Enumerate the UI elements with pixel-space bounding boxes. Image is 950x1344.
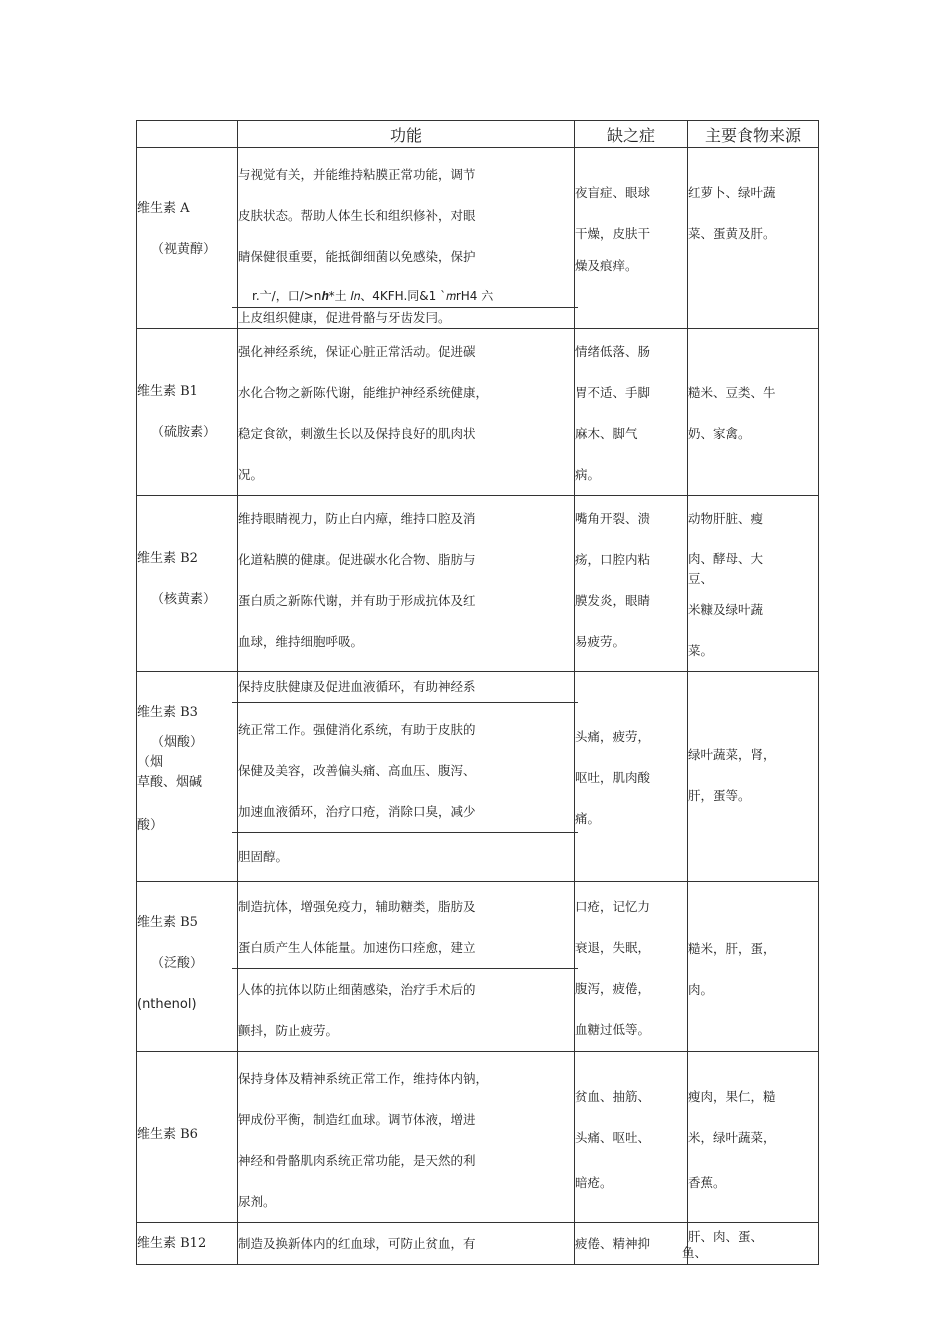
function-cell xyxy=(238,882,575,1052)
deficiency-line: 头痛，疲劳， xyxy=(575,729,651,744)
table-header-row xyxy=(137,121,819,148)
deficiency-line: 易疲劳。 xyxy=(575,634,626,649)
table-row xyxy=(137,1052,819,1223)
function-cell xyxy=(238,148,575,329)
food-source-line: 糙米、豆类、牛 xyxy=(688,385,776,400)
deficiency-line: 口疮，记忆力 xyxy=(575,899,651,914)
function-line: 人体的抗体以防止细菌感染，治疗手术后的 xyxy=(238,982,476,997)
function-line: 皮肤状态。帮助人体生长和组织修补，对眼 xyxy=(238,208,476,223)
food-source-line: 菜。 xyxy=(688,643,714,658)
function-line: 与视觉有关，并能维持粘膜正常功能，调节 xyxy=(238,167,476,182)
deficiency-line: 贫血、抽筋、 xyxy=(575,1089,651,1104)
food-source-line: 肝、肉、蛋、 xyxy=(688,1229,764,1244)
function-line: 加速血液循环，治疗口疮，消除口臭，减少 xyxy=(232,791,578,833)
function-cell xyxy=(238,1223,575,1265)
function-line: 蛋白质之新陈代谢，并有助于形成抗体及红 xyxy=(238,593,476,608)
deficiency-line: 嘴角开裂、溃 xyxy=(575,511,651,526)
function-line: 化道粘膜的健康。促进碳水化合物、脂肪与 xyxy=(238,552,476,567)
table-row xyxy=(137,329,819,496)
deficiency-line: 痛。 xyxy=(575,811,601,826)
function-cell xyxy=(238,329,575,496)
header-function: 功能 xyxy=(238,121,575,148)
vitamin-alias-latin: (nthenol) xyxy=(137,997,197,1012)
function-line: 睛保健很重要，能抵御细菌以免感染，保护 xyxy=(238,249,476,264)
deficiency-line: 呕吐，肌肉酸 xyxy=(575,770,651,785)
vitamin-name-cell xyxy=(137,1223,238,1265)
header-blank xyxy=(137,121,238,148)
food-source-cell xyxy=(688,882,819,1052)
food-source-line: 红萝卜、绿叶蔬 xyxy=(688,185,776,200)
deficiency-cell xyxy=(575,672,688,882)
table-row xyxy=(137,882,819,1052)
deficiency-line: 血糖过低等。 xyxy=(575,1022,651,1037)
food-source-line: 肝，蛋等。 xyxy=(688,788,751,803)
deficiency-line: 情绪低落、肠 xyxy=(575,344,651,359)
deficiency-line: 病。 xyxy=(575,467,601,482)
deficiency-line: 疲倦、精神抑 xyxy=(575,1236,651,1251)
function-cell xyxy=(238,672,575,882)
deficiency-cell xyxy=(575,1223,688,1265)
vitamin-name: 维生素 A xyxy=(137,201,190,216)
header-food-source: 主要食物来源 xyxy=(688,121,819,148)
vitamin-alias: （视黄醇） xyxy=(151,242,217,257)
function-line: 制造及换新体内的红血球，可防止贫血，有 xyxy=(238,1236,476,1251)
table-row xyxy=(137,672,819,882)
food-source-cell xyxy=(688,672,819,882)
deficiency-line: 燥及痕痒。 xyxy=(575,258,638,273)
vitamin-name: 维生素 B2 xyxy=(137,551,198,566)
deficiency-cell xyxy=(575,882,688,1052)
function-line: 强化神经系统，保证心脏正常活动。促进碳 xyxy=(238,344,476,359)
function-cell xyxy=(238,496,575,672)
food-source-line: 鱼、 xyxy=(682,1245,708,1260)
deficiency-line: 麻木、脚气 xyxy=(575,426,638,441)
food-source-line: 肉。 xyxy=(688,982,714,997)
deficiency-line: 胃不适、手脚 xyxy=(575,385,651,400)
food-source-cell xyxy=(688,148,819,329)
vitamin-alias: （烟酸） xyxy=(151,735,204,750)
vitamin-alias: （核黄素） xyxy=(151,592,217,607)
food-source-cell xyxy=(688,329,819,496)
vitamin-name: 维生素 B3 xyxy=(137,705,198,720)
deficiency-line: 腹泻，疲倦， xyxy=(575,981,651,996)
function-line: 颤抖，防止疲劳。 xyxy=(238,1023,339,1038)
vitamin-name-cell xyxy=(137,148,238,329)
function-line: 保健及美容，改善偏头痛、高血压、腹泻、 xyxy=(238,763,476,778)
food-source-line: 瘦肉，果仁，糙 xyxy=(688,1089,776,1104)
deficiency-line: 暗疮。 xyxy=(575,1175,613,1190)
vitamin-alias: 草酸、烟碱 xyxy=(137,775,203,790)
deficiency-cell xyxy=(575,148,688,329)
table-row xyxy=(137,496,819,672)
function-line: 胆固醇。 xyxy=(238,849,289,864)
function-line: 维持眼睛视力，防止白内瘴，维持口腔及消 xyxy=(238,511,476,526)
function-line: 水化合物之新陈代谢，能维护神经系统健康， xyxy=(238,385,489,400)
function-line: r.亠/，口/>n𝒉*土 𝐼𝑛、4KFH.同&1 `𝑚rH4 六 xyxy=(232,277,578,308)
vitamin-alias: （泛酸） xyxy=(151,956,204,971)
deficiency-cell xyxy=(575,1052,688,1223)
vitamin-name-cell xyxy=(137,882,238,1052)
food-source-cell xyxy=(688,1052,819,1223)
deficiency-line: 头痛、呕吐、 xyxy=(575,1130,651,1145)
food-source-line: 奶、家禽。 xyxy=(688,426,751,441)
vitamin-alias: （硫胺素） xyxy=(151,425,217,440)
function-line: 稳定食欲，刺激生长以及保持良好的肌肉状 xyxy=(238,426,476,441)
food-source-line: 米糠及绿叶蔬 xyxy=(688,602,764,617)
vitamin-name-cell xyxy=(137,329,238,496)
function-line: 神经和骨骼肌肉系统正常功能，是天然的利 xyxy=(238,1153,476,1168)
function-line: 血球，维持细胞呼吸。 xyxy=(238,634,364,649)
deficiency-line: 夜盲症、眼球 xyxy=(575,185,651,200)
function-line: 保持身体及精神系统正常工作，维持体内钠， xyxy=(238,1071,489,1086)
function-line: 况。 xyxy=(238,467,264,482)
function-line: 制造抗体，增强免疫力，辅助糖类，脂肪及 xyxy=(238,899,476,914)
deficiency-cell xyxy=(575,329,688,496)
vitamin-name: 维生素 B1 xyxy=(137,384,198,399)
function-line: 钾成份平衡，制造红血球。调节体液，增进 xyxy=(238,1112,476,1127)
vitamin-alias: 酸） xyxy=(137,818,164,833)
food-source-line: 肉、酵母、大豆、 xyxy=(688,551,764,586)
header-deficiency: 缺之症 xyxy=(575,121,688,148)
vitamin-name: 维生素 B12 xyxy=(137,1236,207,1251)
function-cell xyxy=(238,1052,575,1223)
vitamin-name-cell xyxy=(137,1052,238,1223)
food-source-line: 动物肝脏、瘦 xyxy=(688,511,764,526)
food-source-line: 菜、蛋黄及肝。 xyxy=(688,226,776,241)
food-source-line: 香蕉。 xyxy=(688,1175,726,1190)
food-source-line: 糙米，肝，蛋， xyxy=(688,941,776,956)
vitamin-name-cell xyxy=(137,672,238,882)
food-source-line: 米，绿叶蔬菜， xyxy=(688,1130,776,1145)
food-source-line: 绿叶蔬菜，肾， xyxy=(688,747,776,762)
vitamin-name: 维生素 B6 xyxy=(137,1127,198,1142)
deficiency-line: 干燥，皮肤干 xyxy=(575,226,651,241)
deficiency-cell xyxy=(575,496,688,672)
food-source-cell xyxy=(688,496,819,672)
function-line: 上皮组织健康，促进骨骼与牙齿发冃。 xyxy=(238,310,451,325)
function-line: 统正常工作。强健消化系统，有助于皮肤的 xyxy=(238,722,476,737)
vitamin-name-cell xyxy=(137,496,238,672)
table-row xyxy=(137,1223,819,1265)
deficiency-line: 疡，口腔内粘 xyxy=(575,552,651,567)
vitamin-alias: （烟 xyxy=(137,755,164,770)
deficiency-line: 膜发炎，眼睛 xyxy=(575,593,651,608)
function-line: 尿剂。 xyxy=(238,1194,276,1209)
deficiency-line: 衰退，失眠， xyxy=(575,940,651,955)
food-source-cell xyxy=(682,1223,819,1265)
vitamin-table xyxy=(136,120,819,1265)
table-row xyxy=(137,148,819,329)
function-line: 保持皮肤健康及促进血液循环，有助神经系 xyxy=(232,672,578,703)
function-line: 蛋白质产生人体能量。加速伤口痊愈，建立 xyxy=(232,927,578,969)
vitamin-name: 维生素 B5 xyxy=(137,915,198,930)
